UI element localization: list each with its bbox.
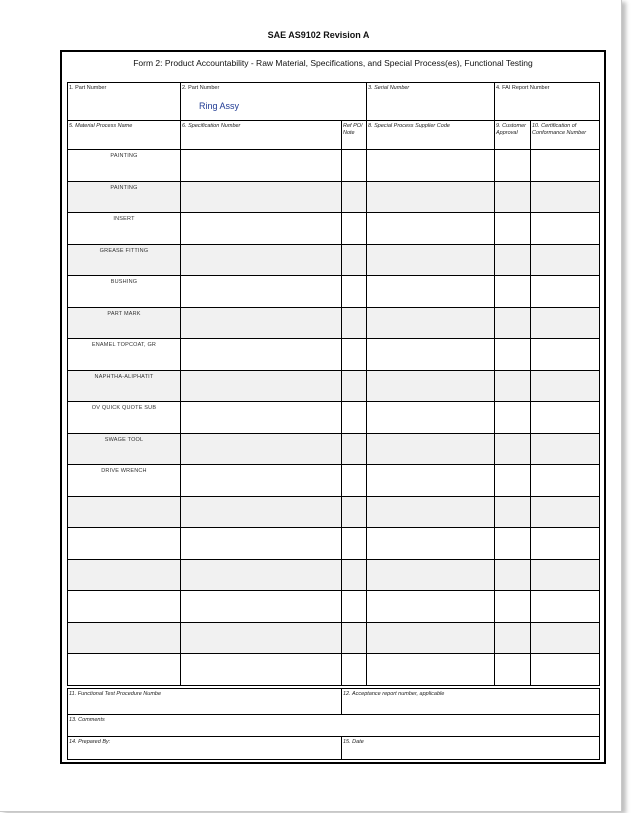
customer-cell[interactable]: [495, 465, 531, 497]
cert-cell[interactable]: [531, 496, 600, 528]
acceptance-report-label: 12. Acceptance report number, applicable: [343, 691, 445, 697]
supplier-cell[interactable]: [367, 150, 495, 182]
customer-cell[interactable]: [495, 244, 531, 276]
material-cell[interactable]: [68, 496, 181, 528]
cert-cell[interactable]: [531, 433, 600, 465]
cert-cell[interactable]: [531, 559, 600, 591]
table-row: [68, 622, 600, 654]
supplier-cell[interactable]: [367, 591, 495, 623]
acceptance-report-cell[interactable]: [342, 689, 600, 715]
footer-row-1: [68, 689, 600, 715]
material-cell[interactable]: [68, 339, 181, 371]
supplier-cell[interactable]: [367, 244, 495, 276]
part-number-1-label: 1. Part Number: [69, 85, 107, 91]
material-name: PART MARK: [107, 310, 141, 317]
comments-label: 13. Comments: [69, 717, 105, 723]
supplier-cell[interactable]: [367, 402, 495, 434]
functional-test-cell[interactable]: [68, 689, 342, 715]
ref-cell[interactable]: [342, 496, 367, 528]
material-cell[interactable]: [68, 465, 181, 497]
cert-cell[interactable]: [531, 307, 600, 339]
ref-cell[interactable]: [342, 433, 367, 465]
cert-cell[interactable]: [531, 622, 600, 654]
supplier-cell[interactable]: [367, 339, 495, 371]
material-cell[interactable]: [68, 402, 181, 434]
spec-cell[interactable]: [181, 150, 342, 182]
customer-cell[interactable]: [495, 181, 531, 213]
customer-cell[interactable]: [495, 150, 531, 182]
material-name: INSERT: [113, 216, 135, 222]
customer-cell[interactable]: [495, 622, 531, 654]
spec-cell[interactable]: [181, 654, 342, 686]
material-name: GREASE FITTING: [99, 247, 149, 254]
customer-cell[interactable]: [495, 559, 531, 591]
supplier-cell[interactable]: [367, 496, 495, 528]
col-cert-header: 10. Certification of Conformance Number: [531, 121, 600, 150]
material-cell[interactable]: [68, 213, 181, 245]
cert-cell[interactable]: [531, 181, 600, 213]
material-name: PAINTING: [110, 184, 138, 191]
material-name: OV QUICK QUOTE SUB: [91, 405, 157, 411]
material-name: [68, 528, 180, 531]
accountability-table: [67, 82, 600, 686]
part-number-1-cell[interactable]: [68, 83, 181, 121]
material-cell[interactable]: [68, 150, 181, 182]
part-number-2-cell[interactable]: [181, 83, 367, 121]
cert-cell[interactable]: [531, 591, 600, 623]
supplier-cell[interactable]: [367, 181, 495, 213]
spec-cell[interactable]: [181, 339, 342, 371]
col-ref-header: Ref PO/ Note: [342, 121, 367, 150]
spec-cell[interactable]: [181, 213, 342, 245]
cert-cell[interactable]: [531, 654, 600, 686]
material-cell[interactable]: [68, 181, 181, 213]
supplier-cell[interactable]: [367, 433, 495, 465]
cert-cell[interactable]: [531, 402, 600, 434]
ref-cell[interactable]: [342, 528, 367, 560]
customer-cell[interactable]: [495, 591, 531, 623]
spec-cell[interactable]: [181, 276, 342, 308]
form-frame: [60, 50, 606, 764]
prepared-by-cell[interactable]: [68, 737, 342, 760]
fai-report-number-label: 4. FAI Report Number: [496, 85, 550, 91]
table-row: [68, 654, 600, 686]
table-row: [68, 339, 600, 371]
material-name: [68, 560, 180, 563]
cert-cell[interactable]: [531, 528, 600, 560]
prepared-by-label: 14. Prepared By:: [69, 739, 111, 745]
table-row: [68, 150, 600, 182]
table-row: [68, 528, 600, 560]
supplier-cell[interactable]: [367, 370, 495, 402]
table-row: [68, 559, 600, 591]
supplier-cell[interactable]: [367, 465, 495, 497]
part-number-2-label: 2. Part Number: [182, 85, 220, 91]
ref-cell[interactable]: [342, 402, 367, 434]
table-row: [68, 213, 600, 245]
ref-cell[interactable]: [342, 276, 367, 308]
table-row: [68, 402, 600, 434]
material-cell[interactable]: [68, 307, 181, 339]
customer-cell[interactable]: [495, 370, 531, 402]
col-customer-header: 9. Customer Approval: [495, 121, 531, 150]
spec-cell[interactable]: [181, 307, 342, 339]
material-name: DRIVE WRENCH: [101, 468, 147, 474]
material-name: PAINTING: [110, 153, 138, 159]
spec-cell[interactable]: [181, 244, 342, 276]
supplier-cell[interactable]: [367, 213, 495, 245]
customer-cell[interactable]: [495, 339, 531, 371]
material-name: [68, 623, 180, 626]
table-row: [68, 276, 600, 308]
table-row: [68, 244, 600, 276]
cert-cell[interactable]: [531, 244, 600, 276]
material-cell[interactable]: [68, 559, 181, 591]
customer-cell[interactable]: [495, 402, 531, 434]
table-row: [68, 591, 600, 623]
ref-cell[interactable]: [342, 654, 367, 686]
spec-cell[interactable]: [181, 433, 342, 465]
ref-cell[interactable]: [342, 622, 367, 654]
table-row: [68, 370, 600, 402]
cert-cell[interactable]: [531, 276, 600, 308]
ref-cell[interactable]: [342, 307, 367, 339]
material-cell[interactable]: [68, 654, 181, 686]
ref-cell[interactable]: [342, 591, 367, 623]
cert-cell[interactable]: [531, 370, 600, 402]
spec-cell[interactable]: [181, 622, 342, 654]
cert-cell[interactable]: [531, 213, 600, 245]
cert-cell[interactable]: [531, 339, 600, 371]
header-fields-row: [68, 83, 600, 121]
col-spec-header: 6. Specification Number: [181, 121, 342, 150]
ref-cell[interactable]: [342, 465, 367, 497]
material-name: [68, 497, 180, 500]
supplier-cell[interactable]: [367, 654, 495, 686]
material-cell[interactable]: [68, 528, 181, 560]
cert-cell[interactable]: [531, 150, 600, 182]
cert-cell[interactable]: [531, 465, 600, 497]
document-header: SAE AS9102 Revision A: [267, 30, 370, 40]
ref-cell[interactable]: [342, 150, 367, 182]
material-name: BUSHING: [110, 279, 138, 285]
spec-cell[interactable]: [181, 496, 342, 528]
table-row: [68, 433, 600, 465]
col-material-header: 5. Material Process Name: [68, 121, 181, 150]
material-cell[interactable]: [68, 370, 181, 402]
material-name: SWAGE TOOL: [104, 436, 144, 443]
material-name: [68, 654, 180, 657]
customer-cell[interactable]: [495, 433, 531, 465]
spec-cell[interactable]: [181, 370, 342, 402]
column-header-row: [68, 121, 600, 150]
part-number-value: Ring Assy: [199, 100, 240, 111]
customer-cell[interactable]: [495, 496, 531, 528]
supplier-cell[interactable]: [367, 559, 495, 591]
table-row: [68, 181, 600, 213]
supplier-cell[interactable]: [367, 276, 495, 308]
material-cell[interactable]: [68, 244, 181, 276]
ref-cell[interactable]: [342, 244, 367, 276]
table-row: [68, 307, 600, 339]
spec-cell[interactable]: [181, 591, 342, 623]
serial-number-label: 3. Serial Number: [368, 85, 410, 91]
footer-row-2: [68, 715, 600, 737]
fai-report-number-cell[interactable]: [495, 83, 600, 121]
customer-cell[interactable]: [495, 654, 531, 686]
col-supplier-header: 8. Special Process Supplier Code: [367, 121, 495, 150]
spec-cell[interactable]: [181, 402, 342, 434]
material-cell[interactable]: [68, 591, 181, 623]
spec-cell[interactable]: [181, 559, 342, 591]
ref-cell[interactable]: [342, 370, 367, 402]
material-cell[interactable]: [68, 433, 181, 465]
date-label: 15. Date: [343, 739, 364, 745]
ref-cell[interactable]: [342, 339, 367, 371]
table-row: [68, 465, 600, 497]
customer-cell[interactable]: [495, 213, 531, 245]
material-name: [68, 591, 180, 594]
comments-cell[interactable]: [68, 715, 600, 737]
footer-row-3: [68, 737, 600, 760]
customer-cell[interactable]: [495, 528, 531, 560]
material-cell[interactable]: [68, 622, 181, 654]
material-cell[interactable]: [68, 276, 181, 308]
ref-cell[interactable]: [342, 213, 367, 245]
supplier-cell[interactable]: [367, 307, 495, 339]
spec-cell[interactable]: [181, 528, 342, 560]
customer-cell[interactable]: [495, 276, 531, 308]
table-row: [68, 496, 600, 528]
serial-number-cell[interactable]: [367, 83, 495, 121]
supplier-cell[interactable]: [367, 528, 495, 560]
spec-cell[interactable]: [181, 181, 342, 213]
material-name: ENAMEL TOPCOAT, GR: [91, 342, 157, 348]
ref-cell[interactable]: [342, 559, 367, 591]
date-cell[interactable]: [342, 737, 600, 760]
customer-cell[interactable]: [495, 307, 531, 339]
footer-table: [67, 688, 600, 760]
spec-cell[interactable]: [181, 465, 342, 497]
functional-test-label: 11. Functional Test Procedure Numbe: [69, 691, 162, 697]
form-title: Form 2: Product Accountability - Raw Material, Specifications, and Special Process(es), Functional Testing: [133, 58, 533, 68]
material-name: NAPHTHA-ALIPHATIT: [94, 373, 154, 380]
supplier-cell[interactable]: [367, 622, 495, 654]
ref-cell[interactable]: [342, 181, 367, 213]
